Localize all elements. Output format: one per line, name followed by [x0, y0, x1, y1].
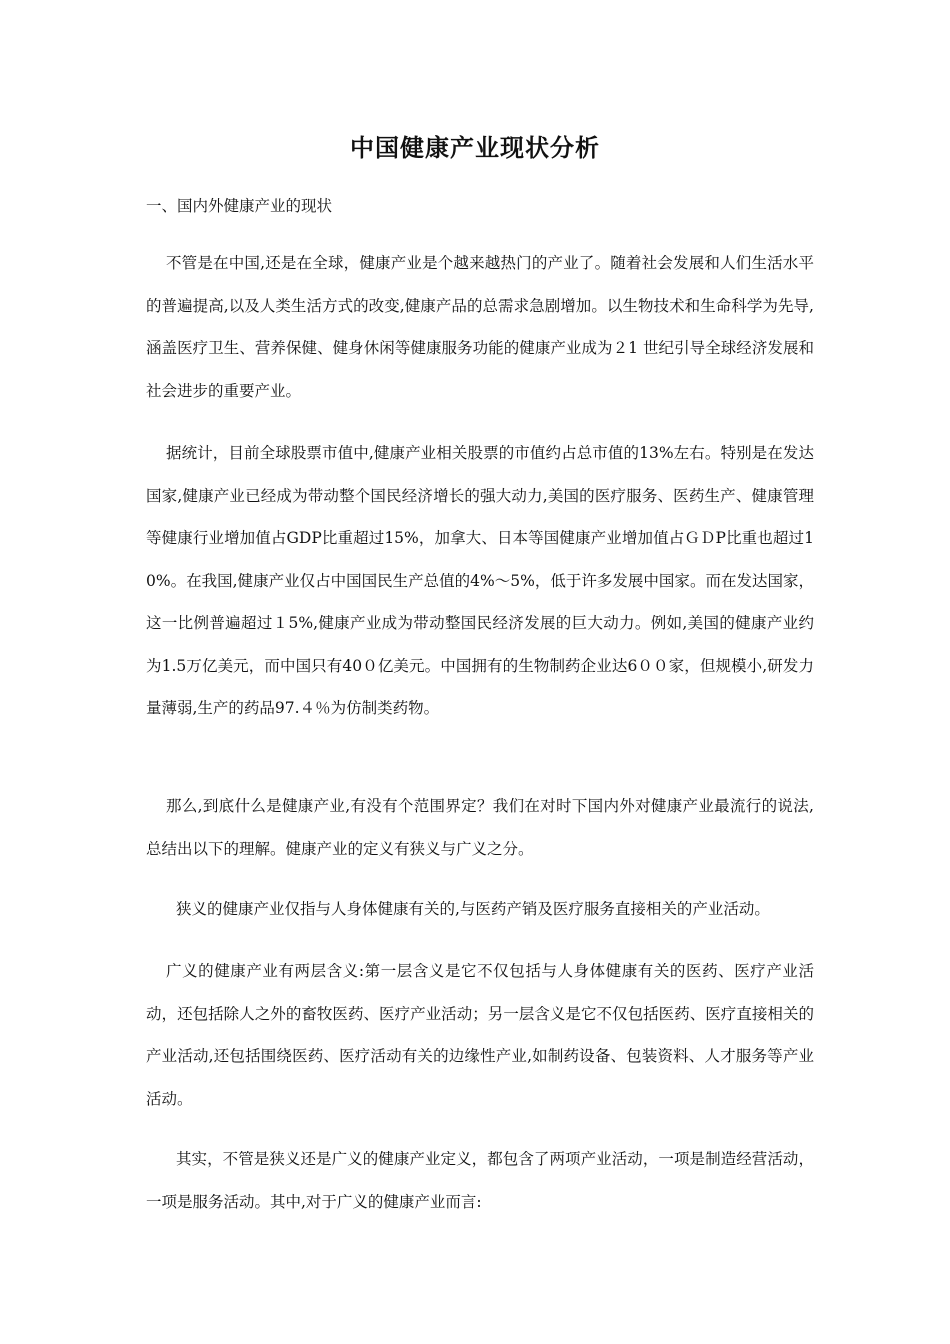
paragraph-summary: 其实，不管是狭义还是广义的健康产业定义，都包含了两项产业活动，一项是制造经营活动，一项是服务活动。其中,对于广义的健康产业而言:	[146, 1150, 814, 1211]
paragraph-narrow-definition: 狭义的健康产业仅指与人身体健康有关的,与医药产销及医疗服务直接相关的产业活动。	[176, 900, 770, 918]
paragraph-global-status: 不管是在中国,还是在全球，健康产业是个越来越热门的产业了。随着社会发展和人们生活水平的普遍提高,以及人类生活方式的改变,健康产品的总需求急剧增加。以生物技术和生命科学为先导,涵盖医疗卫生、营养保健、健身休闲等健康服务功能的健康产业成为２1 世纪引导全球经济发展和社会进步的重要产业。	[146, 254, 814, 400]
section-heading: 一、国内外健康产业的现状	[146, 197, 333, 215]
paragraph-definition-intro: 那么,到底什么是健康产业,有没有个范围界定？我们在对时下国内外对健康产业最流行的说法,总结出以下的理解。健康产业的定义有狭义与广义之分。	[146, 797, 814, 858]
paragraph-broad-definition: 广义的健康产业有两层含义:第一层含义是它不仅包括与人身体健康有关的医药、医疗产业活动，还包括除人之外的畜牧医药、医疗产业活动；另一层含义是它不仅包括医药、医疗直接相关的产业活动,还包括围绕医药、医疗活动有关的边缘性产业,如制药设备、包装资料、人才服务等产业活动。	[146, 962, 814, 1108]
paragraph-statistics: 据统计，目前全球股票市值中,健康产业相关股票的市值约占总市值的13%左右。特别是在发达国家,健康产业已经成为带动整个国民经济增长的强大动力,美国的医疗服务、医药生产、健康管理等健康行业增加值占GDP比重超过15%，加拿大、日本等国健康产业增加值占ＧＤP比重也超过10%。在我国,健康产业仅占中国国民生产总值的4%～5%，低于许多发展中国家。而在发达国家，这一比例普遍超过１5%,健康产业成为带动整国民经济发展的巨大动力。例如,美国的健康产业约为1.5万亿美元，而中国只有40０亿美元。中国拥有的生物制药企业达6００家，但规模小,研发力量薄弱,生产的药品97.４％为仿制类药物。	[146, 444, 814, 717]
document-title: 中国健康产业现状分析	[350, 134, 600, 162]
